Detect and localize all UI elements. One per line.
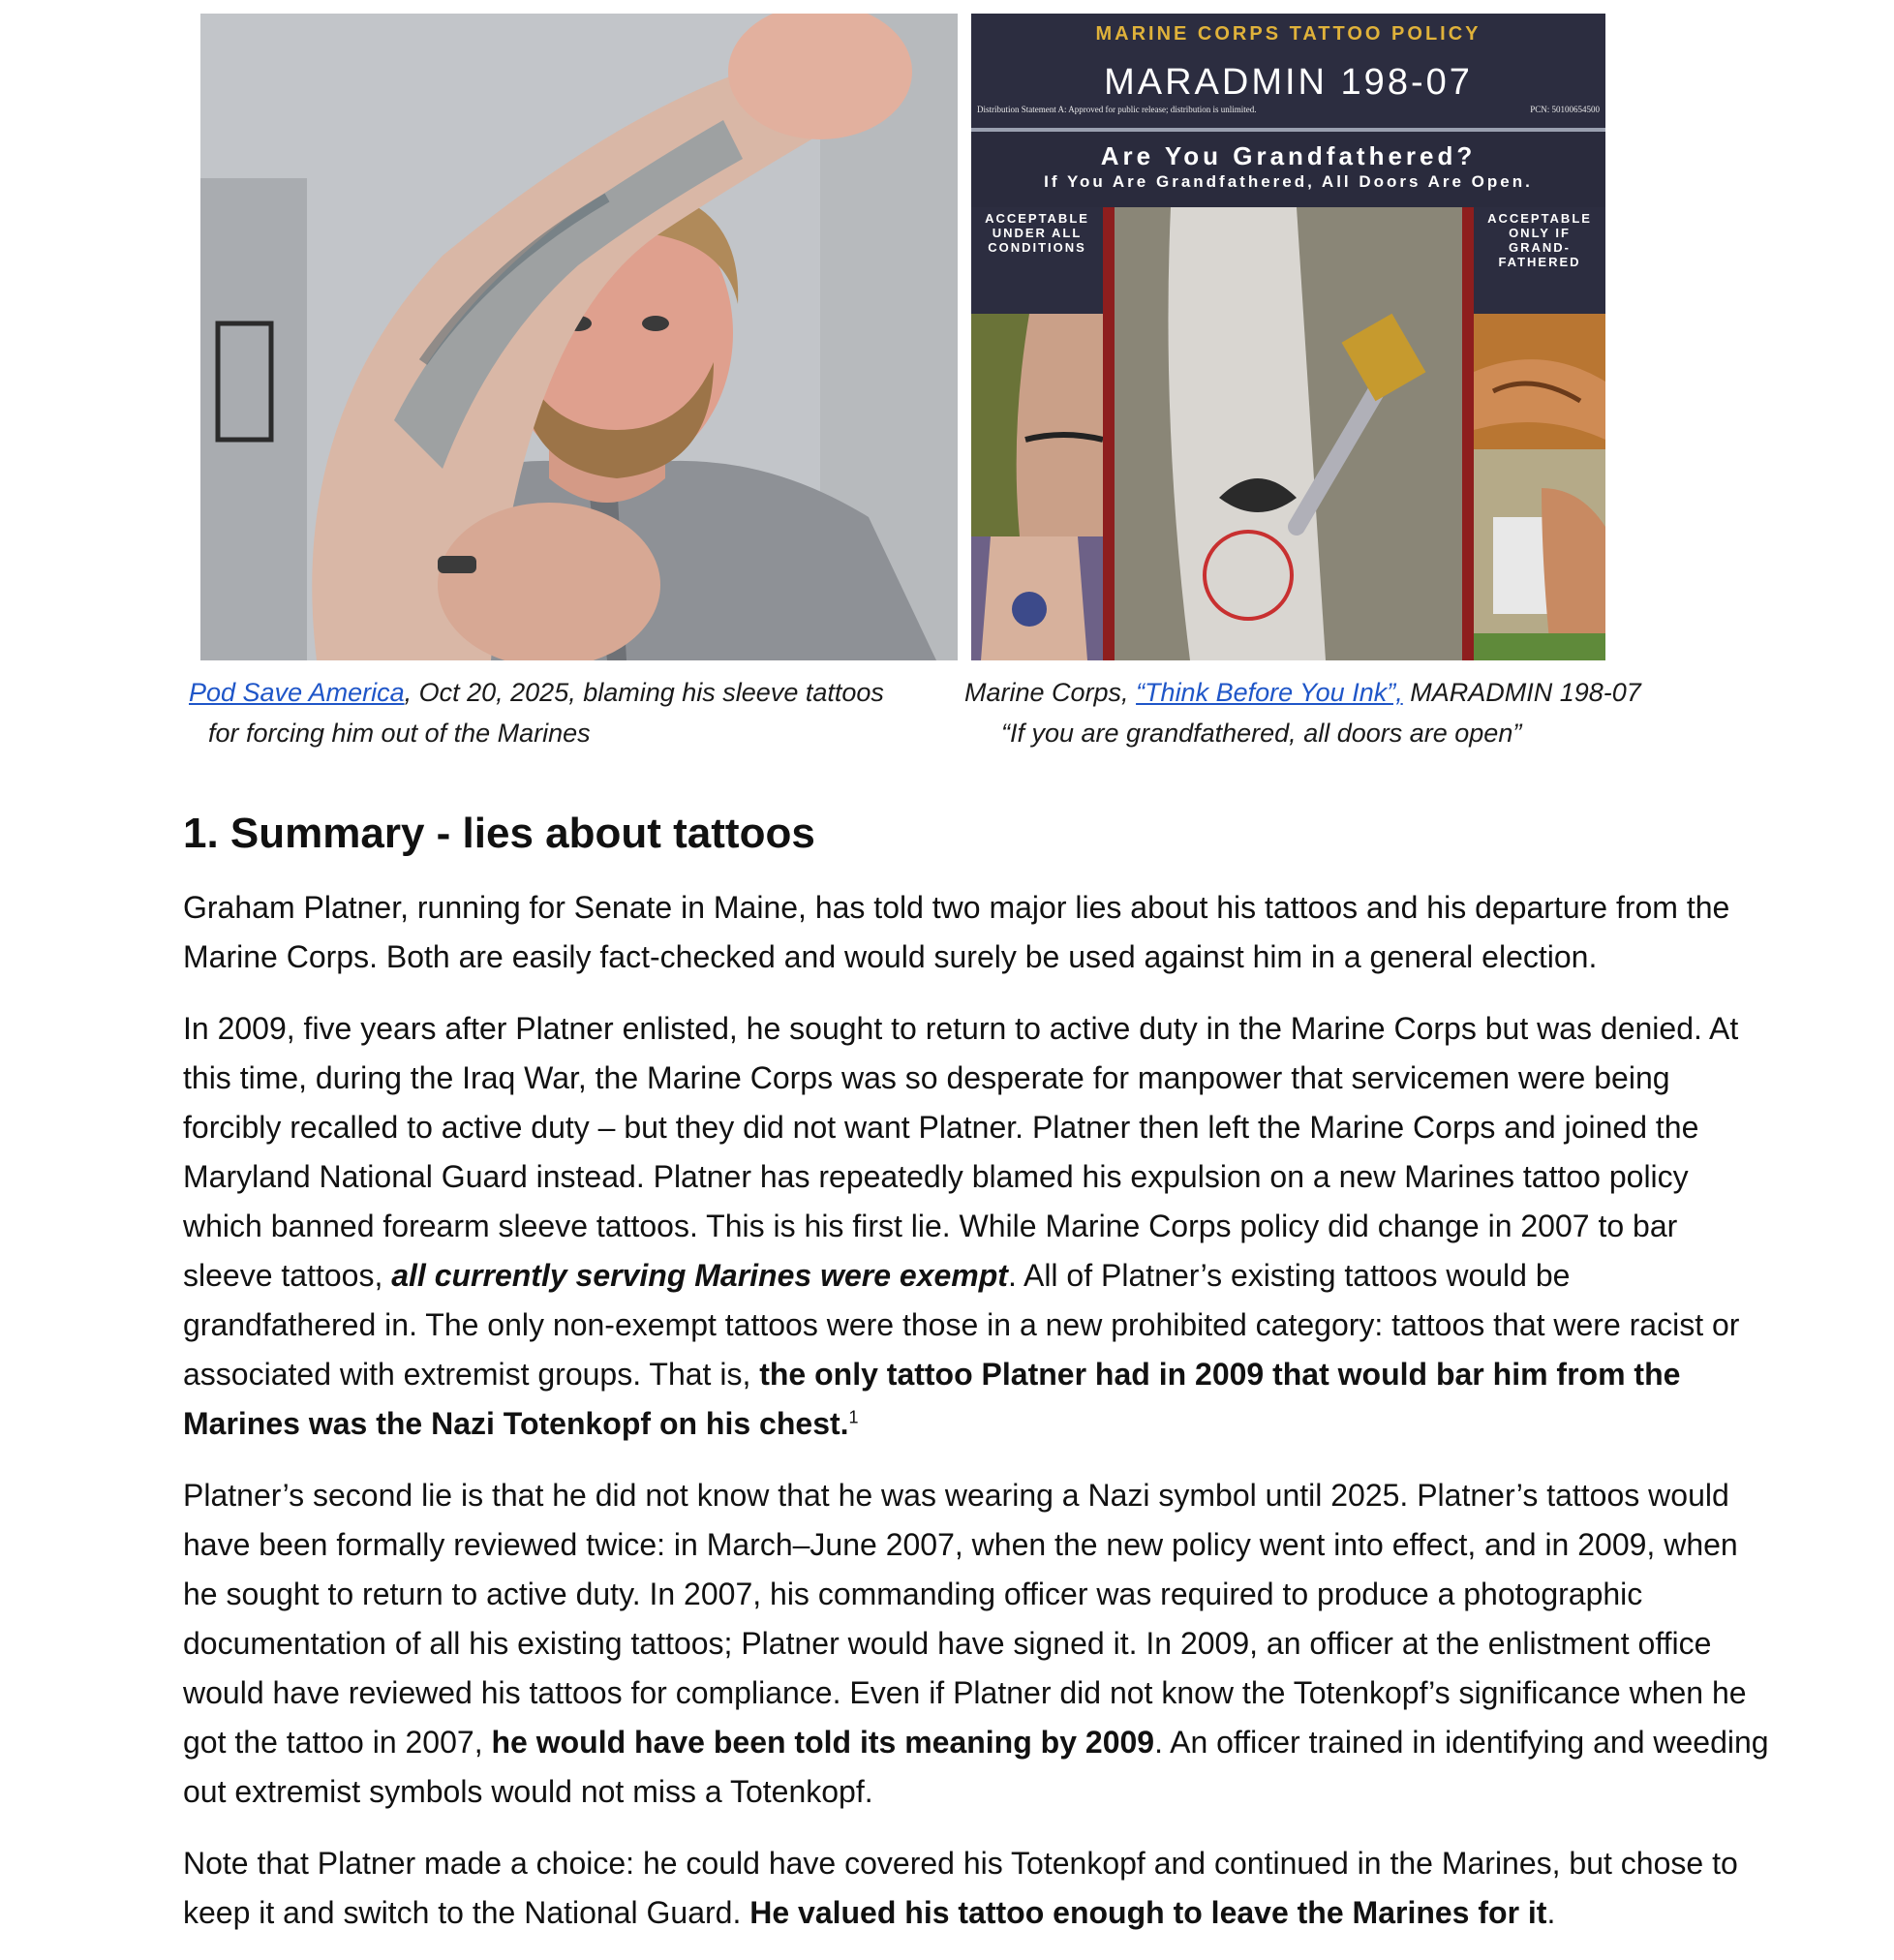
caption-left-line1 (189, 672, 925, 713)
caption-right-prefix: Marine Corps, (964, 678, 1137, 707)
p2-bold: the only tattoo Platner had in 2009 that would bar him from the Marines was the Nazi Totenkopf on his chest. (183, 1357, 1681, 1441)
poster-photo-clipboard (1474, 449, 1605, 660)
photo-illustration (200, 14, 958, 660)
p4-text-c: . (1546, 1895, 1556, 1930)
p3-bold: he would have been told its meaning by 2009 (491, 1725, 1155, 1760)
paragraph-2 (183, 1004, 1771, 1449)
section-heading: 1. Summary - lies about tattoos (183, 810, 815, 857)
poster-photo-sleeve-tattoo (1474, 314, 1605, 449)
arm-illustration (971, 314, 1103, 536)
p2-emphasis: all currently serving Marines were exempt (391, 1258, 1008, 1293)
p3-text-c: . An officer trained in identifying and weeding out extremist symbols would not miss a Totenkopf. (183, 1725, 1769, 1809)
photo-man-tattoo-sleeve (200, 14, 958, 660)
paragraph-4 (183, 1839, 1771, 1938)
poster-photo-arm-band-tattoo (971, 314, 1103, 536)
poster-right-label-panel (1474, 207, 1605, 314)
poster-photo-arm-cartoon-tattoo (971, 536, 1103, 660)
clipboard-illustration (1474, 449, 1605, 660)
p2-text-a: In 2009, five years after Platner enlisted, he sought to return to active duty in the Marine Corps but was denied. At this time, during the Iraq War, the Marine Corps was so desperate for manpower that servicemen were being forcibly recalled to active duty – but they did not want Platner. Platner then left the Marine Corps and joined the Maryland National Guard instead. Platner has repeatedly blamed his expulsion on a new Marines tattoo policy which banned forearm sleeve tattoos. This is his first lie. While Marine Corps policy did change in 2007 to bar sleeve tattoos, (183, 1011, 1739, 1293)
poster-center-photo (1103, 207, 1474, 660)
center-illustration (1103, 207, 1474, 660)
body-text (183, 883, 1771, 1960)
poster-subquestion: If You Are Grandfathered, All Doors Are Open. (1044, 172, 1533, 191)
poster-left-label-panel (971, 207, 1103, 314)
p4-text-a: Note that Platner made a choice: he could have covered his Totenkopf and continued in the Marines, but chose to keep it and switch to the National Guard. (183, 1846, 1738, 1930)
link-think-before-you-ink[interactable]: “Think Before You Ink”, (1136, 678, 1403, 707)
p2-text-c: . All of Platner’s existing tattoos would be grandfathered in. The only non-exempt tattoos were those in a new prohibited category: tattoos that were racist or associated with extremist groups. That is, (183, 1258, 1740, 1392)
poster-left-label: ACCEPTABLE UNDER ALL CONDITIONS (985, 211, 1089, 255)
caption-left-line1-text: , Oct 20, 2025, blaming his sleeve tattoos (404, 678, 884, 707)
caption-left (189, 672, 925, 753)
p4-bold: He valued his tattoo enough to leave the Marines for it (749, 1895, 1547, 1930)
footnote-ref-1[interactable]: 1 (848, 1407, 859, 1427)
caption-right-suffix: MARADMIN 198-07 (1402, 678, 1641, 707)
arm-illustration-2 (971, 536, 1103, 660)
poster-title: MARADMIN 198-07 (1104, 62, 1473, 103)
poster-pcn: PCN: 50100654500 (1530, 105, 1600, 114)
paragraph-1: Graham Platner, running for Senate in Maine, has told two major lies about his tattoos and his departure from the Marine Corps. Both are easily fact-checked and would surely be used against him in a general election. (183, 890, 1730, 974)
caption-left-line2: for forcing him out of the Marines (208, 719, 591, 748)
link-pod-save-america[interactable]: Pod Save America (189, 678, 405, 707)
sleeve-illustration (1474, 314, 1605, 449)
paragraph-3 (183, 1471, 1771, 1817)
caption-right (964, 672, 1700, 753)
poster-question: Are You Grandfathered? (1100, 141, 1477, 170)
poster-right-label: ACCEPTABLE ONLY IF GRAND- FATHERED (1487, 211, 1592, 269)
poster-divider (971, 128, 1605, 132)
caption-right-line1 (964, 672, 1700, 713)
caption-right-line2: “If you are grandfathered, all doors are open” (1001, 719, 1522, 748)
poster-header: MARINE CORPS TATTOO POLICY (1095, 23, 1482, 45)
poster-tattoo-policy (971, 14, 1605, 660)
p3-text-a: Platner’s second lie is that he did not know that he was wearing a Nazi symbol until 2025. Platner’s tattoos would have been formally reviewed twice: in March–June 2007, when the new policy went into effect, and in 2009, when he sought to return to active duty. In 2007, his commanding officer was required to produce a photographic documentation of all his existing tattoos; Platner would have signed it. In 2009, an officer at the enlistment office would have reviewed his tattoos for compliance. Even if Platner did not know the Totenkopf’s significance when he got the tattoo in 2007, (183, 1478, 1747, 1760)
poster-distribution: Distribution Statement A: Approved for public release; distribution is unlimited. (977, 105, 1257, 114)
